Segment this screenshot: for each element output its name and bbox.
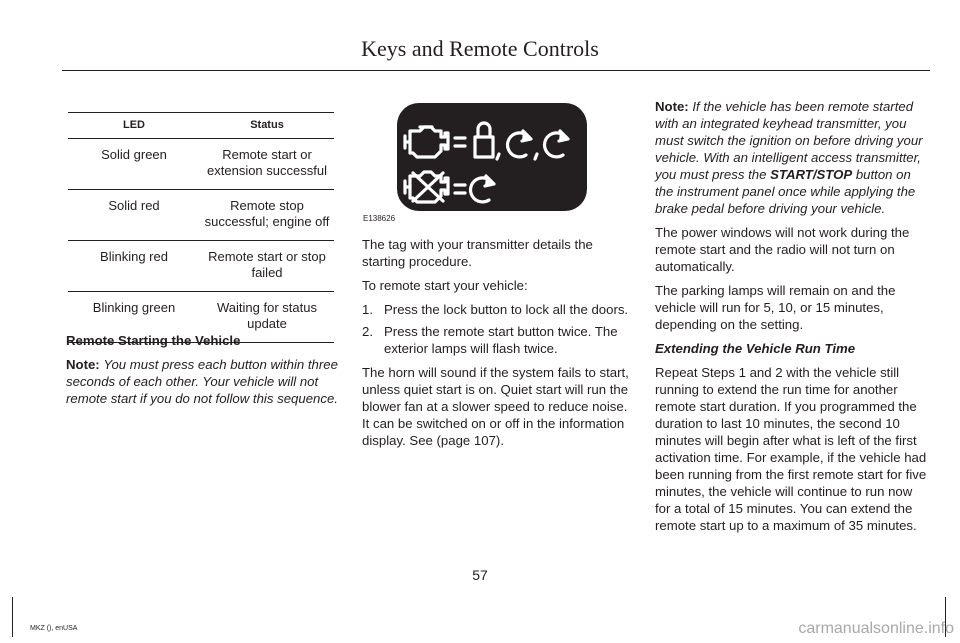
note-paragraph: Note: If the vehicle has been remote started with an integrated keyhead transmitter, you must switch the ignition on before driving your vehicle. With an intelligent access transmitter, you must press the START/STOP button on the instrument panel once while applying the brake pedal before driving your vehicle. bbox=[655, 99, 923, 216]
status-cell: Waiting for status update bbox=[200, 292, 334, 343]
column-header-led: LED bbox=[68, 113, 200, 139]
section-heading-extending-run-time: Extending the Vehicle Run Time bbox=[655, 341, 856, 356]
column-header-status: Status bbox=[200, 113, 334, 139]
page-number: 57 bbox=[472, 567, 488, 583]
led-cell: Blinking green bbox=[68, 292, 200, 343]
section-heading-remote-starting: Remote Starting the Vehicle bbox=[66, 333, 241, 348]
paragraph: The horn will sound if the system fails to start, unless quiet start is on. Quiet start will run the blower fan at a slower speed to reduce noise. It can be switched on or off in the information display. See (page 107). bbox=[362, 365, 629, 448]
led-status-table bbox=[68, 112, 334, 343]
status-cell: Remote stop successful; engine off bbox=[200, 190, 334, 241]
list-item: 1. Press the lock button to lock all the doors. bbox=[362, 302, 629, 317]
table-header-row bbox=[68, 113, 334, 139]
figure-id: E138626 bbox=[363, 214, 396, 223]
table-row bbox=[68, 190, 334, 241]
note-paragraph: Note: You must press each button within three seconds of each other. Your vehicle will not remote start if you do not follow this sequence. bbox=[66, 357, 338, 406]
status-cell: Remote start or extension successful bbox=[200, 139, 334, 190]
header-rule bbox=[62, 70, 930, 71]
steps-list bbox=[362, 301, 634, 357]
engine-lock-remote-icon bbox=[397, 103, 587, 211]
paragraph: The tag with your transmitter details the starting procedure. bbox=[362, 237, 593, 269]
watermark: carmanualsonline.info bbox=[798, 620, 954, 637]
paragraph: The parking lamps will remain on and the vehicle will run for 5, 10, or 15 minutes, depending on the setting. bbox=[655, 283, 896, 332]
paragraph: The power windows will not work during the remote start and the radio will not turn on automatically. bbox=[655, 225, 910, 274]
middle-column bbox=[362, 236, 634, 456]
remote-start-icons-figure bbox=[397, 103, 587, 211]
led-cell: Blinking red bbox=[68, 241, 200, 292]
page-title: Keys and Remote Controls bbox=[361, 36, 599, 61]
right-column bbox=[655, 98, 931, 541]
status-cell: Remote start or stop failed bbox=[200, 241, 334, 292]
paragraph: Repeat Steps 1 and 2 with the vehicle still running to extend the run time for another remote start duration. If you programmed the duration to last 10 minutes, the second 10 minutes will begin after what is left of the first activation time. For example, if the vehicle had been running from the first remote start for five minutes, the vehicle will continue to run now for a total of 15 minutes. You can extend the remote start up to a maximum of 35 minutes. bbox=[655, 365, 927, 533]
crop-mark-left bbox=[12, 597, 13, 637]
table-row bbox=[68, 241, 334, 292]
list-item: 2. Press the remote start button twice. The exterior lamps will flash twice. bbox=[362, 324, 618, 356]
table-row bbox=[68, 139, 334, 190]
paragraph: To remote start your vehicle: bbox=[362, 278, 528, 293]
left-column bbox=[66, 332, 338, 414]
led-cell: Solid red bbox=[68, 190, 200, 241]
edition-label: MKZ (), enUSA bbox=[30, 625, 78, 632]
led-cell: Solid green bbox=[68, 139, 200, 190]
